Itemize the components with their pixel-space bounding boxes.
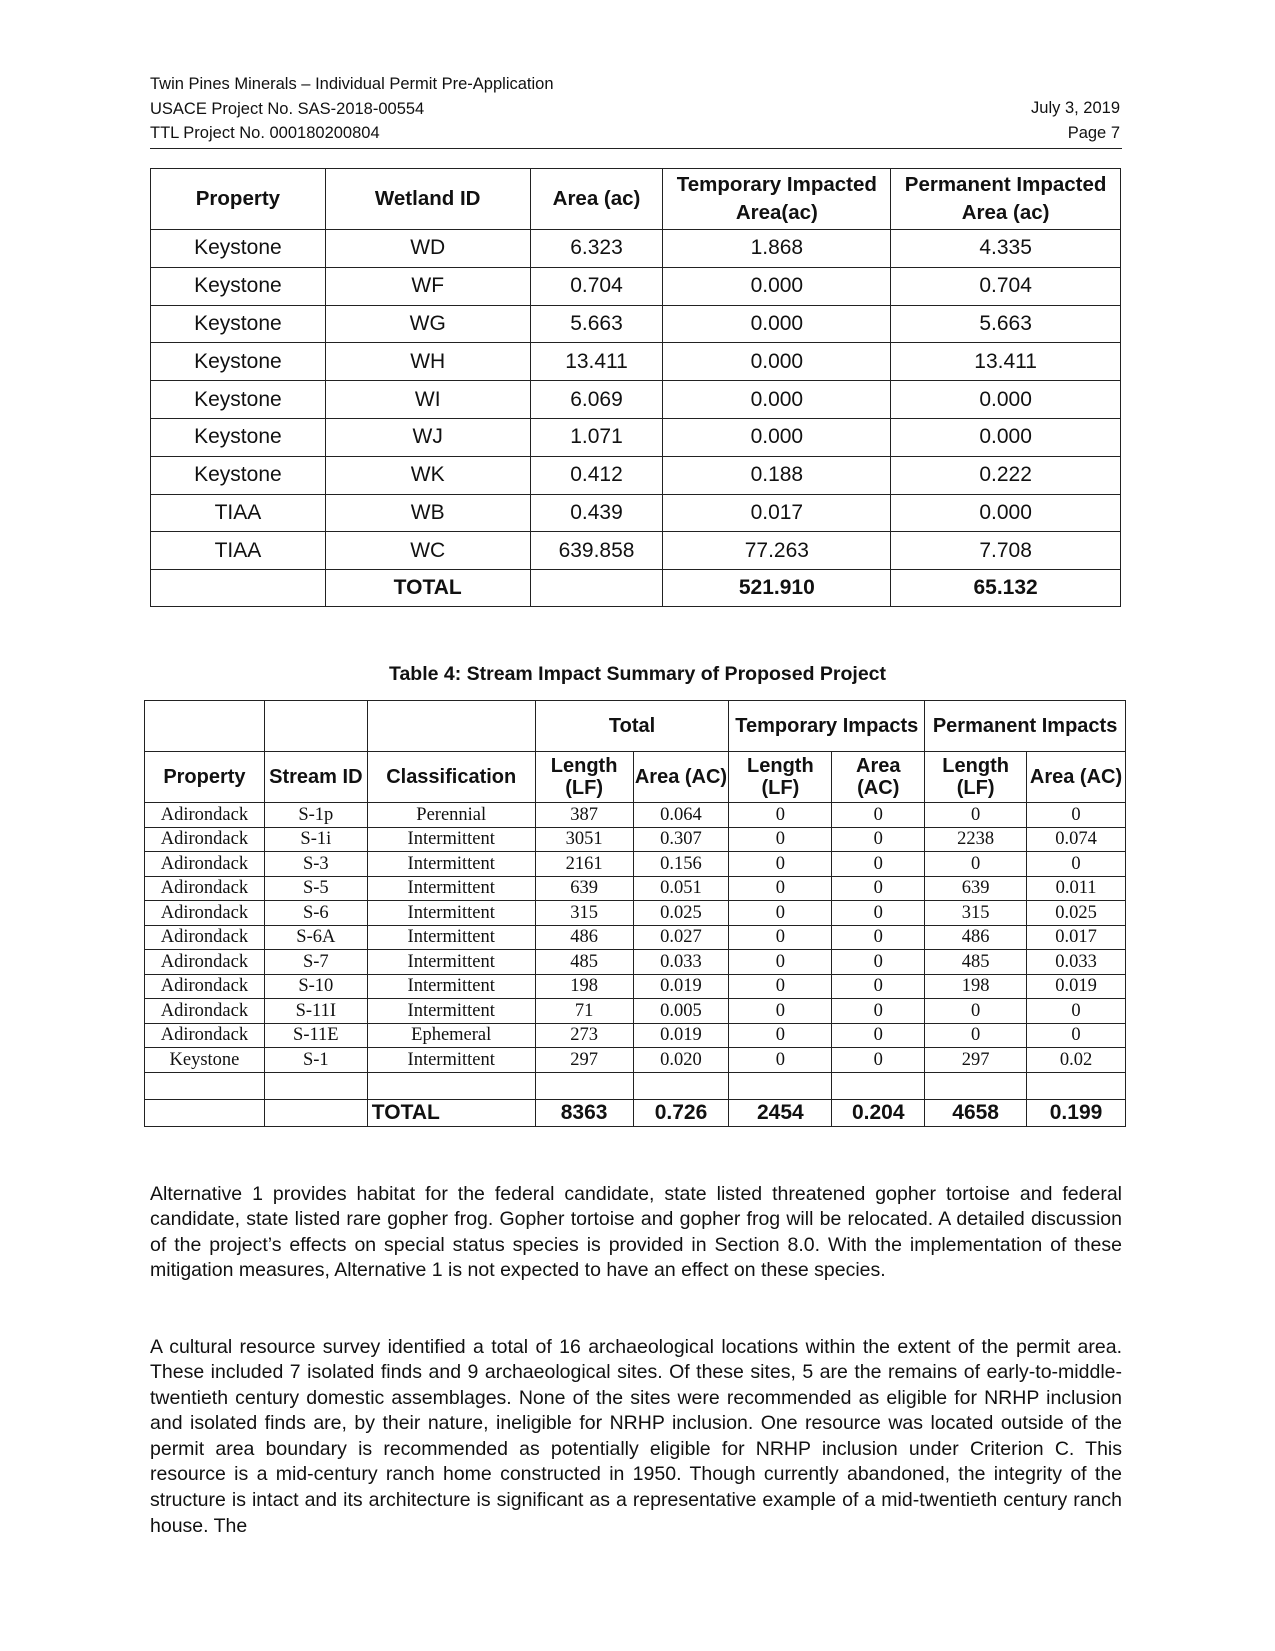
table-cell: S-1p xyxy=(264,803,367,828)
table-cell: Keystone xyxy=(151,230,326,268)
stream-col-perm-length: Length (LF) xyxy=(925,752,1027,803)
total-label: TOTAL xyxy=(367,1099,535,1126)
total-cell xyxy=(145,1099,265,1126)
table-cell: S-7 xyxy=(264,950,367,975)
table-cell: Adirondack xyxy=(145,925,265,950)
table-cell: WH xyxy=(325,343,530,381)
total-cell: 0.199 xyxy=(1027,1099,1126,1126)
table-cell: 0.064 xyxy=(633,803,729,828)
table-cell: 0.000 xyxy=(663,343,891,381)
empty-cell xyxy=(264,1072,367,1099)
table-cell: WG xyxy=(325,305,530,343)
table-cell: Keystone xyxy=(151,343,326,381)
table-cell: 387 xyxy=(535,803,633,828)
stream-group-header-row xyxy=(145,701,1126,752)
table-cell: 0.011 xyxy=(1027,876,1126,901)
table-cell: Intermittent xyxy=(367,1048,535,1073)
empty-cell xyxy=(145,1072,265,1099)
wetland-col-temp-impact: Temporary Impacted Area(ac) xyxy=(663,169,891,230)
stream-row xyxy=(145,1048,1126,1073)
table-cell: Intermittent xyxy=(367,827,535,852)
empty-cell xyxy=(535,1072,633,1099)
stream-row xyxy=(145,1023,1126,1048)
table-cell: 0.412 xyxy=(530,456,663,494)
stream-row xyxy=(145,925,1126,950)
table-cell: 315 xyxy=(535,901,633,926)
header-right xyxy=(1031,96,1120,145)
stream-col-temp-area: Area (AC) xyxy=(832,752,925,803)
table-cell: 0.000 xyxy=(663,418,891,456)
stream-row xyxy=(145,876,1126,901)
table-cell: 0 xyxy=(729,974,832,999)
table-cell: 0.307 xyxy=(633,827,729,852)
table-cell: 485 xyxy=(925,950,1027,975)
table-cell: 0.017 xyxy=(1027,925,1126,950)
table-cell: 486 xyxy=(925,925,1027,950)
table-cell: 0 xyxy=(729,852,832,877)
table-cell: 0 xyxy=(1027,803,1126,828)
table-cell: 0 xyxy=(925,852,1027,877)
table-cell: 0.020 xyxy=(633,1048,729,1073)
table-cell: 639.858 xyxy=(530,532,663,570)
table-cell: 0 xyxy=(832,999,925,1024)
total-cell xyxy=(264,1099,367,1126)
wetland-impact-table xyxy=(150,168,1121,607)
table-cell: WD xyxy=(325,230,530,268)
table-cell: 0 xyxy=(729,901,832,926)
table-cell: S-1i xyxy=(264,827,367,852)
table-cell: Keystone xyxy=(151,418,326,456)
total-cell xyxy=(530,570,663,607)
paragraph-cultural-resources: A cultural resource survey identified a total of 16 archaeological locations within the extent of the permit area. These included 7 isolated finds and 9 archaeological sites. Of these sites, 5 are the remains of early-to-middle-twentieth century domestic assemblages. None of the sites were recommended as eligible for NRHP inclusion and isolated finds are, by their nature, ineligible for NRHP inclusion. One resource was located outside of the permit area boundary is recommended as potentially eligible for NRHP inclusion under Criterion C. This resource is a mid-century ranch home constructed in 1950. Though currently abandoned, the integrity of the structure is intact and its architecture is significant as a representative example of a mid-twentieth century ranch house. The xyxy=(150,1335,1122,1537)
total-row xyxy=(151,570,1121,607)
table-cell: S-11I xyxy=(264,999,367,1024)
stream-group-permanent: Permanent Impacts xyxy=(925,701,1126,752)
table-cell: 1.071 xyxy=(530,418,663,456)
table-cell: 0 xyxy=(1027,999,1126,1024)
table-cell: 6.323 xyxy=(530,230,663,268)
stream-row xyxy=(145,827,1126,852)
table-cell: 0 xyxy=(729,1023,832,1048)
table-cell: 0 xyxy=(832,803,925,828)
stream-row xyxy=(145,950,1126,975)
table-cell: 0.074 xyxy=(1027,827,1126,852)
table-cell: 0 xyxy=(832,901,925,926)
table-cell: 198 xyxy=(925,974,1027,999)
header-company: Twin Pines Minerals – Individual Permit Pre-Application xyxy=(150,75,554,93)
table-cell: 0 xyxy=(832,852,925,877)
table-cell: 486 xyxy=(535,925,633,950)
wetland-row xyxy=(151,343,1121,381)
empty-cell xyxy=(633,1072,729,1099)
table-cell: 0 xyxy=(729,999,832,1024)
stream-row xyxy=(145,901,1126,926)
header-ttl-project: TTL Project No. 000180200804 xyxy=(150,124,380,142)
table-cell: 0.033 xyxy=(1027,950,1126,975)
table-cell: S-11E xyxy=(264,1023,367,1048)
wetland-row xyxy=(151,418,1121,456)
stream-impact-table xyxy=(144,700,1126,1127)
total-cell: 0.726 xyxy=(633,1099,729,1126)
table-cell: Intermittent xyxy=(367,852,535,877)
table-cell: Keystone xyxy=(151,305,326,343)
table-cell: 0 xyxy=(729,925,832,950)
stream-col-stream-id: Stream ID xyxy=(264,752,367,803)
table-cell: S-5 xyxy=(264,876,367,901)
stream-col-total-length: Length (LF) xyxy=(535,752,633,803)
wetland-row xyxy=(151,494,1121,532)
table-cell: 0.019 xyxy=(633,974,729,999)
table-cell: 0 xyxy=(729,950,832,975)
header-left xyxy=(150,72,554,146)
table-cell: 0.025 xyxy=(1027,901,1126,926)
total-cell: 0.204 xyxy=(832,1099,925,1126)
stream-col-temp-length: Length (LF) xyxy=(729,752,832,803)
table-cell: 297 xyxy=(535,1048,633,1073)
table-cell: Keystone xyxy=(151,456,326,494)
table-cell: 0.019 xyxy=(633,1023,729,1048)
wetland-row xyxy=(151,456,1121,494)
wetland-col-property: Property xyxy=(151,169,326,230)
table-cell: Keystone xyxy=(151,267,326,305)
table-cell: Adirondack xyxy=(145,950,265,975)
table-cell: 0.005 xyxy=(633,999,729,1024)
wetland-col-area: Area (ac) xyxy=(530,169,663,230)
table-cell: 0 xyxy=(832,950,925,975)
table-cell: 0 xyxy=(925,1023,1027,1048)
table-cell: S-3 xyxy=(264,852,367,877)
table-cell: 0 xyxy=(729,876,832,901)
total-cell: 4658 xyxy=(925,1099,1027,1126)
wetland-row xyxy=(151,532,1121,570)
table-cell: 0.019 xyxy=(1027,974,1126,999)
table-cell: 0 xyxy=(832,925,925,950)
table-cell: Adirondack xyxy=(145,1023,265,1048)
table-cell: Adirondack xyxy=(145,876,265,901)
table-cell: 639 xyxy=(925,876,1027,901)
table-cell: 77.263 xyxy=(663,532,891,570)
table-cell: 0.000 xyxy=(663,381,891,419)
table-cell: 0 xyxy=(832,827,925,852)
stream-row xyxy=(145,852,1126,877)
table-cell: 485 xyxy=(535,950,633,975)
empty-cell xyxy=(729,1072,832,1099)
table-cell: Adirondack xyxy=(145,852,265,877)
stream-group-blank-1 xyxy=(145,701,265,752)
wetland-row xyxy=(151,230,1121,268)
table-cell: 0.033 xyxy=(633,950,729,975)
table-cell: 0.025 xyxy=(633,901,729,926)
table-cell: 0.017 xyxy=(663,494,891,532)
table-cell: 0 xyxy=(1027,852,1126,877)
table-cell: S-6A xyxy=(264,925,367,950)
table-cell: 6.069 xyxy=(530,381,663,419)
table-cell: 7.708 xyxy=(891,532,1121,570)
table-cell: 0.156 xyxy=(633,852,729,877)
table-cell: 0.000 xyxy=(891,418,1121,456)
table-cell: TIAA xyxy=(151,532,326,570)
table-cell: S-10 xyxy=(264,974,367,999)
table-cell: 0.000 xyxy=(891,381,1121,419)
stream-row xyxy=(145,974,1126,999)
table-cell: 4.335 xyxy=(891,230,1121,268)
table-cell: 0 xyxy=(729,827,832,852)
wetland-row xyxy=(151,381,1121,419)
table-cell: 71 xyxy=(535,999,633,1024)
total-cell: 8363 xyxy=(535,1099,633,1126)
table-cell: 0.000 xyxy=(891,494,1121,532)
table-cell: 0 xyxy=(925,999,1027,1024)
empty-cell xyxy=(1027,1072,1126,1099)
table-cell: Adirondack xyxy=(145,901,265,926)
table-cell: Adirondack xyxy=(145,999,265,1024)
header-date: July 3, 2019 xyxy=(1031,99,1120,117)
table-cell: 13.411 xyxy=(891,343,1121,381)
stream-row xyxy=(145,803,1126,828)
table-cell: 3051 xyxy=(535,827,633,852)
paragraph-special-status-species: Alternative 1 provides habitat for the federal candidate, state listed threatened gopher tortoise and federal candidate, state listed rare gopher frog. Gopher tortoise and gopher frog will be relocated. A detailed discussion of the project’s effects on special status species is provided in Section 8.0. With the implementation of these mitigation measures, Alternative 1 is not expected to have an effect on these species. xyxy=(150,1182,1122,1282)
table-cell: 0 xyxy=(832,1048,925,1073)
table-cell: 0.704 xyxy=(891,267,1121,305)
table-cell: 315 xyxy=(925,901,1027,926)
table-cell: 0.051 xyxy=(633,876,729,901)
wetland-header-row xyxy=(151,169,1121,230)
total-cell: 2454 xyxy=(729,1099,832,1126)
table-cell: 0.188 xyxy=(663,456,891,494)
stream-sub-header-row xyxy=(145,752,1126,803)
stream-col-total-area: Area (AC) xyxy=(633,752,729,803)
table-cell: 1.868 xyxy=(663,230,891,268)
wetland-row xyxy=(151,305,1121,343)
empty-cell xyxy=(832,1072,925,1099)
table-cell: 0.02 xyxy=(1027,1048,1126,1073)
total-row xyxy=(145,1099,1126,1126)
table-cell: Keystone xyxy=(145,1048,265,1073)
stream-group-temporary: Temporary Impacts xyxy=(729,701,925,752)
empty-cell xyxy=(925,1072,1027,1099)
wetland-col-wetland-id: Wetland ID xyxy=(325,169,530,230)
total-cell: 65.132 xyxy=(891,570,1121,607)
wetland-row xyxy=(151,267,1121,305)
stream-group-blank-3 xyxy=(367,701,535,752)
table-cell: 0 xyxy=(925,803,1027,828)
table-cell: 639 xyxy=(535,876,633,901)
table-cell: Adirondack xyxy=(145,803,265,828)
table-cell: Adirondack xyxy=(145,827,265,852)
total-cell xyxy=(151,570,326,607)
table-cell: WK xyxy=(325,456,530,494)
table-cell: Perennial xyxy=(367,803,535,828)
page-header xyxy=(150,72,1122,149)
table-cell: Intermittent xyxy=(367,901,535,926)
table-cell: WJ xyxy=(325,418,530,456)
table-cell: Intermittent xyxy=(367,925,535,950)
header-page-number: Page 7 xyxy=(1067,123,1120,142)
table-cell: 0 xyxy=(832,876,925,901)
header-usace-project: USACE Project No. SAS-2018-00554 xyxy=(150,99,425,118)
table-cell: WF xyxy=(325,267,530,305)
table-cell: 0 xyxy=(1027,1023,1126,1048)
table-cell: 0.439 xyxy=(530,494,663,532)
table-cell: WB xyxy=(325,494,530,532)
table-cell: 0 xyxy=(832,974,925,999)
table-cell: 0.027 xyxy=(633,925,729,950)
table-cell: 198 xyxy=(535,974,633,999)
stream-group-blank-2 xyxy=(264,701,367,752)
table-cell: 297 xyxy=(925,1048,1027,1073)
stream-group-total: Total xyxy=(535,701,729,752)
table-cell: S-1 xyxy=(264,1048,367,1073)
stream-col-property: Property xyxy=(145,752,265,803)
table-cell: Intermittent xyxy=(367,950,535,975)
table-cell: Intermittent xyxy=(367,974,535,999)
table-cell: WI xyxy=(325,381,530,419)
table-cell: 0.222 xyxy=(891,456,1121,494)
table-cell: 0.000 xyxy=(663,267,891,305)
wetland-col-perm-impact: Permanent Impacted Area (ac) xyxy=(891,169,1121,230)
stream-row xyxy=(145,999,1126,1024)
blank-row xyxy=(145,1072,1126,1099)
table-cell: TIAA xyxy=(151,494,326,532)
table-cell: Intermittent xyxy=(367,876,535,901)
table-cell: 2161 xyxy=(535,852,633,877)
total-label: TOTAL xyxy=(325,570,530,607)
table-cell: 0 xyxy=(832,1023,925,1048)
stream-col-classification: Classification xyxy=(367,752,535,803)
table-cell: 2238 xyxy=(925,827,1027,852)
table-cell: 0 xyxy=(729,1048,832,1073)
table-cell: 0.704 xyxy=(530,267,663,305)
table-cell: Intermittent xyxy=(367,999,535,1024)
table-cell: WC xyxy=(325,532,530,570)
table-cell: 273 xyxy=(535,1023,633,1048)
empty-cell xyxy=(367,1072,535,1099)
table-cell: Adirondack xyxy=(145,974,265,999)
total-cell: 521.910 xyxy=(663,570,891,607)
table-4-caption: Table 4: Stream Impact Summary of Proposed Project xyxy=(388,663,887,685)
table-cell: 13.411 xyxy=(530,343,663,381)
table-cell: 0 xyxy=(729,803,832,828)
table-cell: 5.663 xyxy=(530,305,663,343)
table-cell: 5.663 xyxy=(891,305,1121,343)
table-cell: S-6 xyxy=(264,901,367,926)
stream-col-perm-area: Area (AC) xyxy=(1027,752,1126,803)
table-cell: Keystone xyxy=(151,381,326,419)
table-cell: Ephemeral xyxy=(367,1023,535,1048)
table-cell: 0.000 xyxy=(663,305,891,343)
